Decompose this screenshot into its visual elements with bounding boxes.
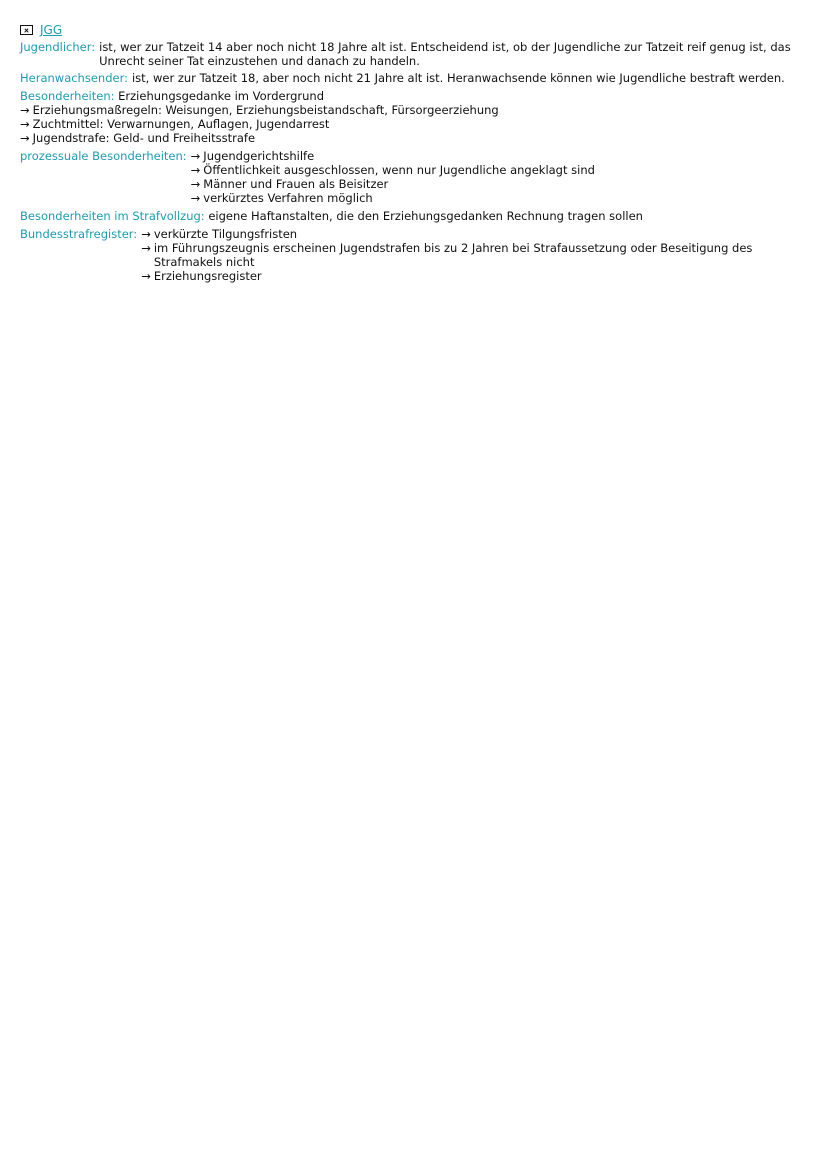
arrow-right-icon: → [20,103,30,117]
prozessuale-label: prozessuale Besonderheiten: [20,149,187,163]
besonderheiten-section [20,89,808,145]
list-item [20,131,808,145]
arrow-right-icon: → [190,177,201,191]
strafvollzug-text: eigene Haftanstalten, die den Erziehungsgedanken Rechnung tragen sollen [208,209,643,223]
prozessuale-item: Männer und Frauen als Beisitzer [203,177,389,191]
arrow-right-icon: → [190,163,201,177]
prozessuale-item: Jugendgerichtshilfe [203,149,315,163]
title-row [20,22,808,38]
arrow-right-icon: → [20,131,30,145]
list-item [141,227,808,241]
list-item [191,163,595,177]
page-title: JGG [40,23,63,37]
register-item: im Führungszeugnis erscheinen Jugendstrafen bis zu 2 Jahren bei Strafaussetzung oder Beseitigung des Strafmakels nicht [153,241,753,269]
list-item [141,241,808,269]
arrow-right-icon: → [141,227,151,241]
strafvollzug-label: Besonderheiten im Strafvollzug: [20,209,205,223]
list-item [20,103,808,117]
arrow-right-icon: → [190,191,201,205]
prozessuale-section [20,149,808,205]
list-item [20,117,808,131]
besonderheiten-item: Zuchtmittel: Verwarnungen, Auflagen, Jugendarrest [32,117,330,131]
register-item: Erziehungsregister [153,269,262,283]
besonderheiten-label: Besonderheiten: [20,89,115,103]
heranwachsender-definition [20,71,808,85]
jugendlicher-definition [20,40,808,68]
jugendlicher-text: ist, wer zur Tatzeit 14 aber noch nicht 18 Jahre alt ist. Entscheidend ist, ob der Jugendliche zur Tatzeit reif genug ist, das Unrecht seiner Tat einzustehen und danach zu handeln. [99,40,791,68]
register-item: verkürzte Tilgungsfristen [153,227,298,241]
prozessuale-item: verkürztes Verfahren möglich [203,191,373,205]
strafvollzug-section [20,209,808,223]
besonderheiten-text: Erziehungsgedanke im Vordergrund [118,89,324,103]
besonderheiten-item: Erziehungsmaßregeln: Weisungen, Erziehungsbeistandschaft, Fürsorgeerziehung [32,103,499,117]
jugendlicher-label: Jugendlicher: [20,40,96,54]
besonderheiten-item: Jugendstrafe: Geld- und Freiheitsstrafe [32,131,256,145]
arrow-right-icon: → [20,117,30,131]
register-section [20,227,808,283]
list-item [141,269,808,283]
checkbox-x-icon [20,25,33,35]
heranwachsender-label: Heranwachsender: [20,71,128,85]
list-item [191,191,595,205]
arrow-right-icon: → [141,241,151,255]
register-label: Bundesstrafregister: [20,227,138,241]
list-item [191,177,595,191]
arrow-right-icon: → [190,149,201,163]
heranwachsender-text: ist, wer zur Tatzeit 18, aber noch nicht 21 Jahre alt ist. Heranwachsende können wie Jugendliche bestraft werden. [131,71,785,85]
arrow-right-icon: → [141,269,151,283]
list-item [191,149,595,163]
prozessuale-item: Öffentlichkeit ausgeschlossen, wenn nur Jugendliche angeklagt sind [203,163,595,177]
